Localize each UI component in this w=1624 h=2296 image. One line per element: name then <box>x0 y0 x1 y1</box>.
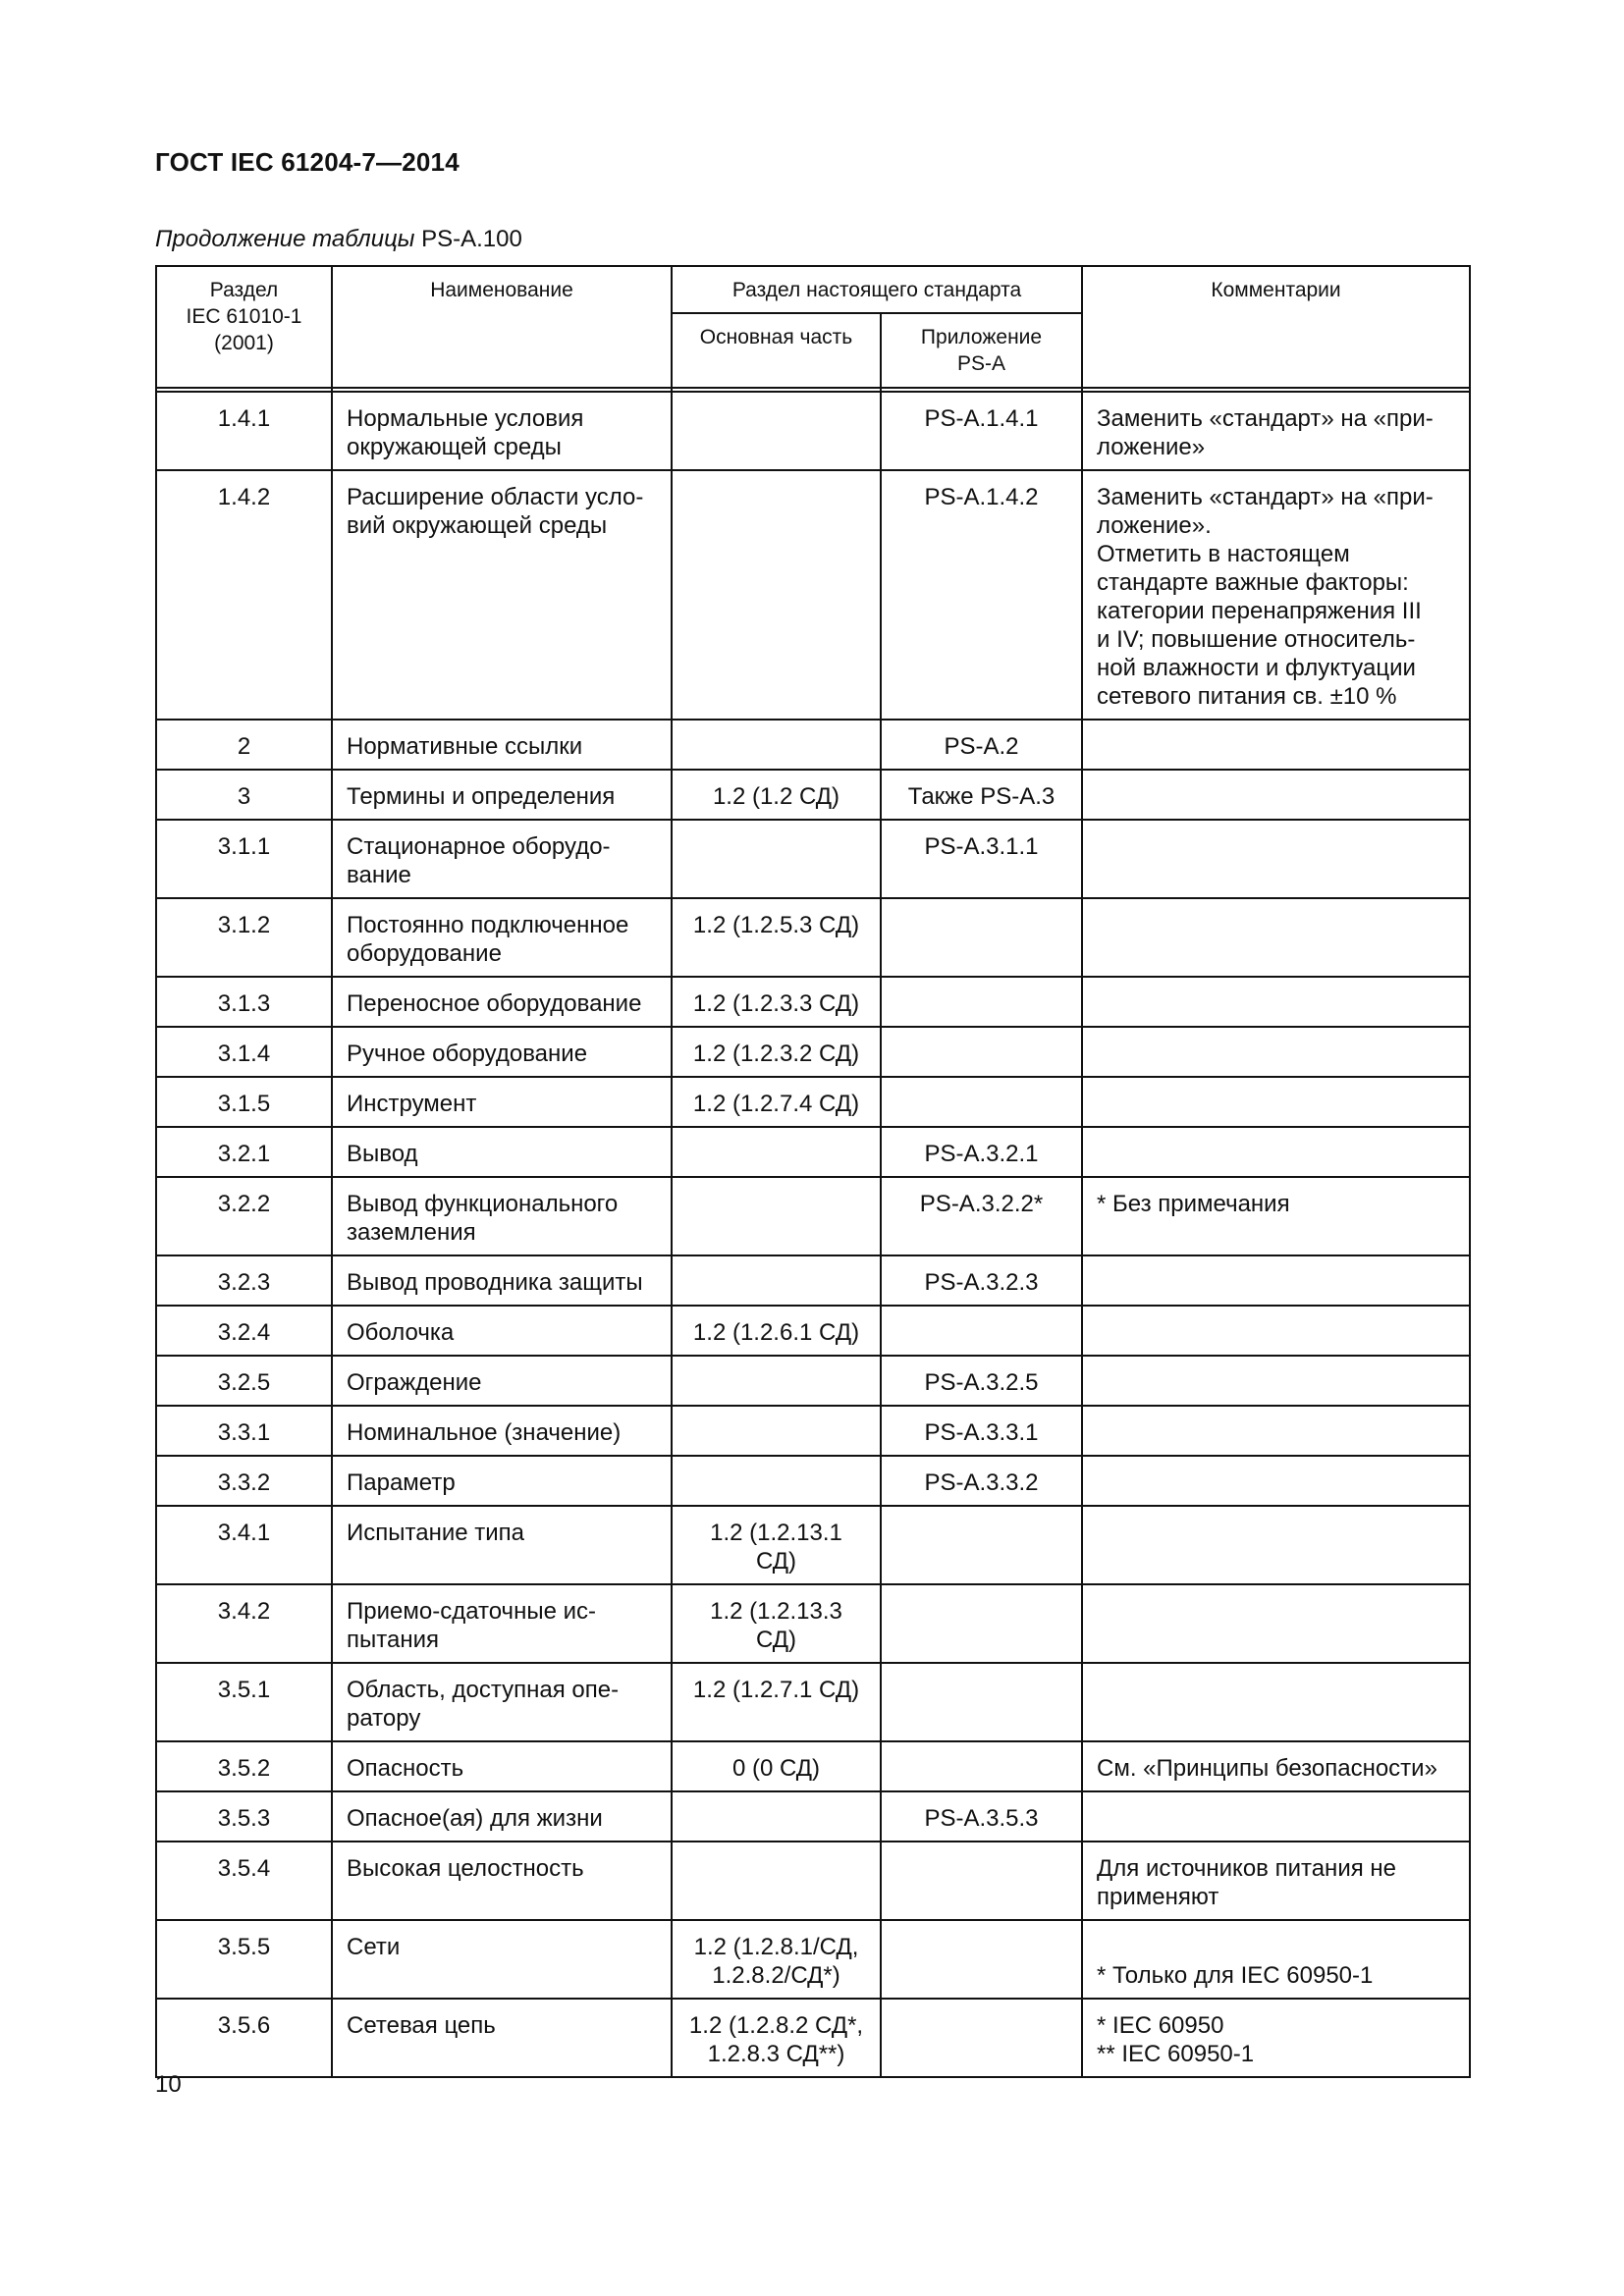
cell-main-part: 1.2 (1.2.7.4 СД) <box>672 1077 881 1127</box>
cell-appendix: PS-A.3.3.1 <box>881 1406 1082 1456</box>
cell-main-part: 0 (0 СД) <box>672 1741 881 1791</box>
cell-appendix <box>881 1077 1082 1127</box>
cell-appendix <box>881 1741 1082 1791</box>
cell-main-part: 1.2 (1.2.8.2 СД*, 1.2.8.3 СД**) <box>672 1999 881 2077</box>
cell-section: 3.2.3 <box>156 1255 332 1306</box>
table-row <box>156 1842 1470 1920</box>
table-row <box>156 977 1470 1027</box>
cell-comment <box>1082 1077 1470 1127</box>
cell-appendix: PS-A.3.1.1 <box>881 820 1082 898</box>
cell-comment <box>1082 977 1470 1027</box>
cell-name: Высокая целостность <box>332 1842 672 1920</box>
cell-main-part <box>672 470 881 720</box>
cell-appendix <box>881 977 1082 1027</box>
cell-appendix <box>881 1842 1082 1920</box>
cell-main-part: 1.2 (1.2.6.1 СД) <box>672 1306 881 1356</box>
cell-name: Опасное(ая) для жизни <box>332 1791 672 1842</box>
cell-main-part <box>672 1791 881 1842</box>
cell-appendix: PS-A.1.4.2 <box>881 470 1082 720</box>
cell-main-part: 1.2 (1.2.5.3 СД) <box>672 898 881 977</box>
cell-name: Инструмент <box>332 1077 672 1127</box>
table-row <box>156 1177 1470 1255</box>
table-row <box>156 470 1470 720</box>
cell-comment: Для источников питания не применяют <box>1082 1842 1470 1920</box>
cell-main-part: 1.2 (1.2.7.1 СД) <box>672 1663 881 1741</box>
cell-main-part <box>672 1406 881 1456</box>
header-appendix: Приложение PS-A <box>881 313 1082 388</box>
cell-name: Номинальное (значение) <box>332 1406 672 1456</box>
header-standard-group: Раздел настоящего стандарта <box>672 266 1082 313</box>
cell-section: 3.2.5 <box>156 1356 332 1406</box>
header-comments: Комментарии <box>1082 266 1470 388</box>
cell-main-part: 1.2 (1.2 СД) <box>672 770 881 820</box>
cell-appendix <box>881 1920 1082 1999</box>
table-row <box>156 720 1470 770</box>
table-row <box>156 1356 1470 1406</box>
cell-section: 3.2.1 <box>156 1127 332 1177</box>
cell-comment: Заменить «стандарт» на «при- ложение». Отметить в настоящем стандарте важные факторы: категории перенапряжения III и IV; повышение относитель- ной влажности и флуктуации сетевого питания св. ±10 % <box>1082 470 1470 720</box>
cell-comment <box>1082 1356 1470 1406</box>
table-row <box>156 392 1470 470</box>
table-row <box>156 1999 1470 2077</box>
header-name: Наименование <box>332 266 672 388</box>
cell-main-part: 1.2 (1.2.13.1 СД) <box>672 1506 881 1584</box>
cell-section: 2 <box>156 720 332 770</box>
cell-main-part <box>672 1255 881 1306</box>
cell-name: Термины и определения <box>332 770 672 820</box>
cell-name: Вывод <box>332 1127 672 1177</box>
table-row <box>156 1456 1470 1506</box>
cell-appendix <box>881 1027 1082 1077</box>
cell-section: 3.5.1 <box>156 1663 332 1741</box>
cell-name: Расширение области усло- вий окружающей среды <box>332 470 672 720</box>
table-row <box>156 898 1470 977</box>
cell-appendix: PS-A.3.2.5 <box>881 1356 1082 1406</box>
cell-name: Приемо-сдаточные ис- пытания <box>332 1584 672 1663</box>
cell-comment: См. «Принципы безопасности» <box>1082 1741 1470 1791</box>
cell-comment <box>1082 1027 1470 1077</box>
cell-section: 3.5.5 <box>156 1920 332 1999</box>
table-row <box>156 820 1470 898</box>
cell-main-part <box>672 1177 881 1255</box>
cell-name: Параметр <box>332 1456 672 1506</box>
table-caption <box>155 226 522 253</box>
table-body <box>156 392 1470 2077</box>
cell-section: 3.5.4 <box>156 1842 332 1920</box>
table-row <box>156 1406 1470 1456</box>
cell-appendix: PS-A.1.4.1 <box>881 392 1082 470</box>
cell-section: 3.5.3 <box>156 1791 332 1842</box>
cell-appendix: PS-A.2 <box>881 720 1082 770</box>
cell-comment <box>1082 1584 1470 1663</box>
table-row <box>156 1920 1470 1999</box>
cell-section: 3.1.1 <box>156 820 332 898</box>
caption-table-ref: PS-A.100 <box>421 226 522 252</box>
cell-name: Нормальные условия окружающей среды <box>332 392 672 470</box>
caption-continuation: Продолжение таблицы <box>155 226 415 252</box>
cell-name: Область, доступная опе- ратору <box>332 1663 672 1741</box>
cell-appendix: PS-A.3.2.1 <box>881 1127 1082 1177</box>
cell-main-part <box>672 720 881 770</box>
cell-main-part <box>672 1456 881 1506</box>
cell-comment <box>1082 1127 1470 1177</box>
table-row <box>156 1027 1470 1077</box>
table-row <box>156 1791 1470 1842</box>
cell-section: 3.1.4 <box>156 1027 332 1077</box>
header-main-part: Основная часть <box>672 313 881 388</box>
cell-section: 3.2.4 <box>156 1306 332 1356</box>
cell-comment: * IEC 60950 ** IEC 60950-1 <box>1082 1999 1470 2077</box>
cell-appendix <box>881 1663 1082 1741</box>
cell-section: 3.3.1 <box>156 1406 332 1456</box>
cell-comment <box>1082 1406 1470 1456</box>
cell-main-part: 1.2 (1.2.13.3 СД) <box>672 1584 881 1663</box>
cell-appendix: Также PS-A.3 <box>881 770 1082 820</box>
cell-comment <box>1082 720 1470 770</box>
cell-section: 3.5.6 <box>156 1999 332 2077</box>
cell-section: 3.4.2 <box>156 1584 332 1663</box>
cell-section: 3.5.2 <box>156 1741 332 1791</box>
cell-comment: * Только для IEC 60950-1 <box>1082 1920 1470 1999</box>
cell-main-part <box>672 1842 881 1920</box>
table-row <box>156 770 1470 820</box>
cell-name: Стационарное оборудо- вание <box>332 820 672 898</box>
cell-main-part <box>672 820 881 898</box>
cell-appendix: PS-A.3.2.2* <box>881 1177 1082 1255</box>
cell-section: 3.4.1 <box>156 1506 332 1584</box>
cell-section: 3.1.3 <box>156 977 332 1027</box>
cell-appendix <box>881 898 1082 977</box>
cell-main-part: 1.2 (1.2.3.3 СД) <box>672 977 881 1027</box>
table-row <box>156 1077 1470 1127</box>
cell-main-part <box>672 392 881 470</box>
cell-main-part <box>672 1356 881 1406</box>
header-section: Раздел IEC 61010-1 (2001) <box>156 266 332 388</box>
cell-appendix <box>881 1999 1082 2077</box>
cell-main-part: 1.2 (1.2.8.1/СД, 1.2.8.2/СД*) <box>672 1920 881 1999</box>
comparison-table <box>155 265 1471 2078</box>
cell-appendix <box>881 1306 1082 1356</box>
cell-section: 1.4.2 <box>156 470 332 720</box>
cell-section: 3 <box>156 770 332 820</box>
cell-appendix <box>881 1584 1082 1663</box>
cell-comment <box>1082 1791 1470 1842</box>
cell-comment: Заменить «стандарт» на «при- ложение» <box>1082 392 1470 470</box>
cell-comment: * Без примечания <box>1082 1177 1470 1255</box>
cell-comment <box>1082 770 1470 820</box>
table-row <box>156 1663 1470 1741</box>
cell-comment <box>1082 1306 1470 1356</box>
cell-name: Сети <box>332 1920 672 1999</box>
table-row <box>156 1306 1470 1356</box>
cell-name: Опасность <box>332 1741 672 1791</box>
cell-appendix: PS-A.3.3.2 <box>881 1456 1082 1506</box>
cell-name: Ручное оборудование <box>332 1027 672 1077</box>
cell-name: Испытание типа <box>332 1506 672 1584</box>
cell-comment <box>1082 1456 1470 1506</box>
cell-comment <box>1082 820 1470 898</box>
cell-main-part: 1.2 (1.2.3.2 СД) <box>672 1027 881 1077</box>
cell-name: Оболочка <box>332 1306 672 1356</box>
page-number: 10 <box>155 2071 182 2098</box>
table-row <box>156 1127 1470 1177</box>
cell-section: 3.3.2 <box>156 1456 332 1506</box>
cell-section: 3.2.2 <box>156 1177 332 1255</box>
cell-name: Сетевая цепь <box>332 1999 672 2077</box>
cell-section: 1.4.1 <box>156 392 332 470</box>
cell-appendix: PS-A.3.5.3 <box>881 1791 1082 1842</box>
cell-appendix <box>881 1506 1082 1584</box>
cell-comment <box>1082 898 1470 977</box>
document-title: ГОСТ IEC 61204-7—2014 <box>155 147 460 177</box>
table-row <box>156 1741 1470 1791</box>
cell-appendix: PS-A.3.2.3 <box>881 1255 1082 1306</box>
cell-comment <box>1082 1663 1470 1741</box>
cell-comment <box>1082 1255 1470 1306</box>
cell-name: Вывод функционального заземления <box>332 1177 672 1255</box>
cell-section: 3.1.5 <box>156 1077 332 1127</box>
cell-name: Нормативные ссылки <box>332 720 672 770</box>
cell-section: 3.1.2 <box>156 898 332 977</box>
table-row <box>156 1506 1470 1584</box>
cell-name: Переносное оборудование <box>332 977 672 1027</box>
cell-name: Ограждение <box>332 1356 672 1406</box>
cell-comment <box>1082 1506 1470 1584</box>
cell-name: Вывод проводника защиты <box>332 1255 672 1306</box>
cell-main-part <box>672 1127 881 1177</box>
table-row <box>156 1584 1470 1663</box>
cell-name: Постоянно подключенное оборудование <box>332 898 672 977</box>
table-row <box>156 1255 1470 1306</box>
